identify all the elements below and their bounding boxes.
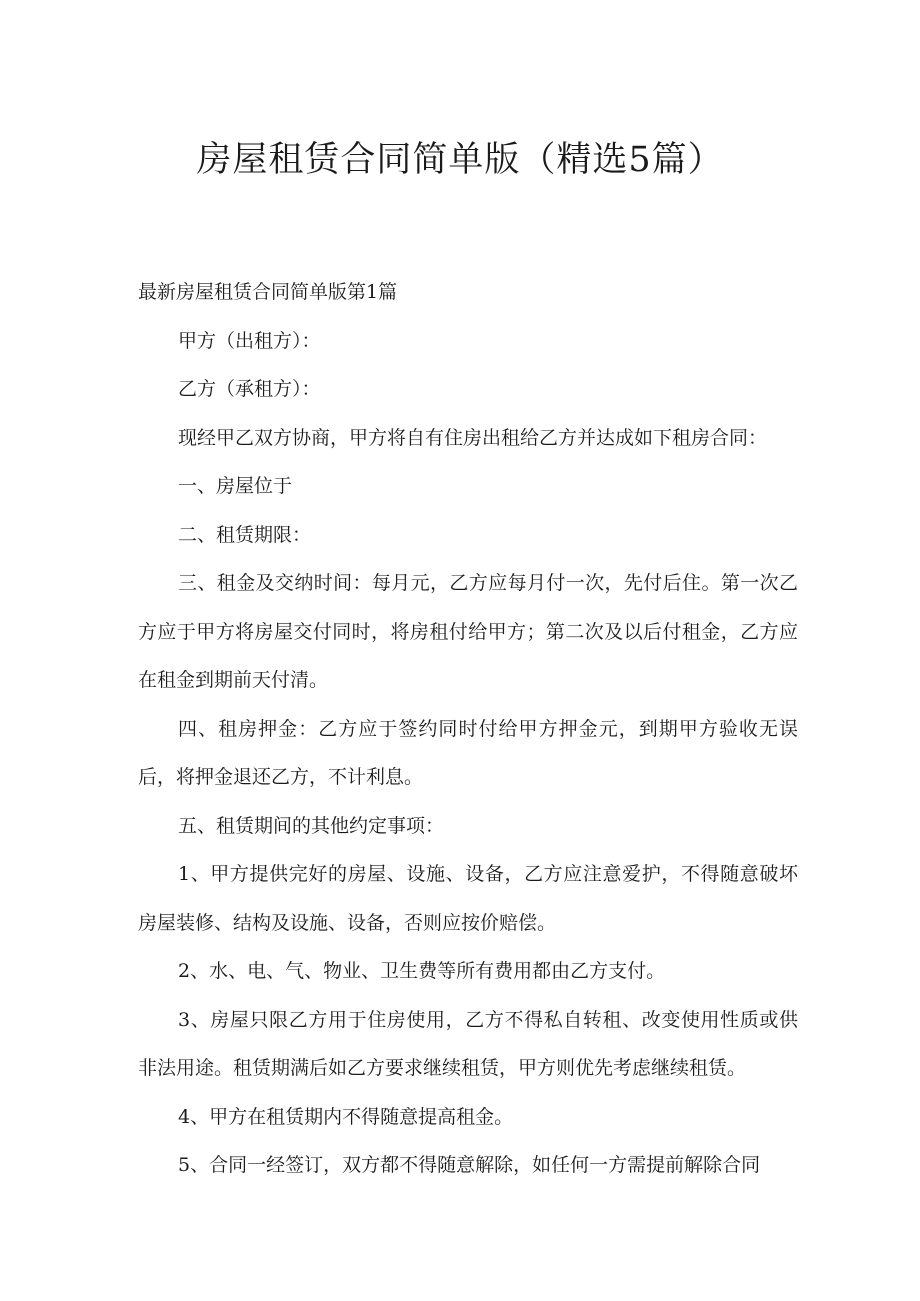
document-body: [138, 268, 798, 1190]
item-5: 5、合同一经签订，双方都不得随意解除，如任何一方需提前解除合同: [178, 1154, 761, 1176]
item-2: 2、水、电、气、物业、卫生费等所有费用都由乙方支付。: [178, 960, 666, 982]
section-heading: 最新房屋租赁合同简单版第1篇: [138, 281, 398, 303]
clause-2-term: 二、租赁期限：: [178, 523, 312, 546]
clause-3-rent: 三、租金及交纳时间：每月元，乙方应每月付一次，先付后住。第一次乙方应于甲方将房屋交付同时，将房租付给甲方；第二次及以后付租金，乙方应在租金到期前天付清。: [138, 572, 798, 691]
intro-paragraph: 现经甲乙双方协商，甲方将自有住房出租给乙方并达成如下租房合同：: [178, 426, 768, 449]
clause-1-location: 一、房屋位于: [178, 475, 293, 497]
clause-5-other: 五、租赁期间的其他约定事项：: [178, 814, 445, 837]
document-title: 房屋租赁合同简单版（精选5篇）: [196, 140, 724, 180]
clause-4-deposit: 四、租房押金：乙方应于签约同时付给甲方押金元，到期甲方验收无误后，将押金退还乙方，不计利息。: [138, 717, 798, 788]
item-1: 1、甲方提供完好的房屋、设施、设备，乙方应注意爱护，不得随意破坏房屋装修、结构及设施、设备，否则应按价赔偿。: [138, 863, 798, 934]
item-3: 3、房屋只限乙方用于住房使用，乙方不得私自转租、改变使用性质或供非法用途。租赁期满后如乙方要求继续租赁，甲方则优先考虑继续租赁。: [138, 1008, 798, 1079]
party-a-line: 甲方（出租方）：: [178, 329, 321, 352]
item-4: 4、甲方在租赁期内不得随意提高租金。: [178, 1105, 514, 1128]
party-b-line: 乙方（承租方）：: [178, 378, 321, 400]
